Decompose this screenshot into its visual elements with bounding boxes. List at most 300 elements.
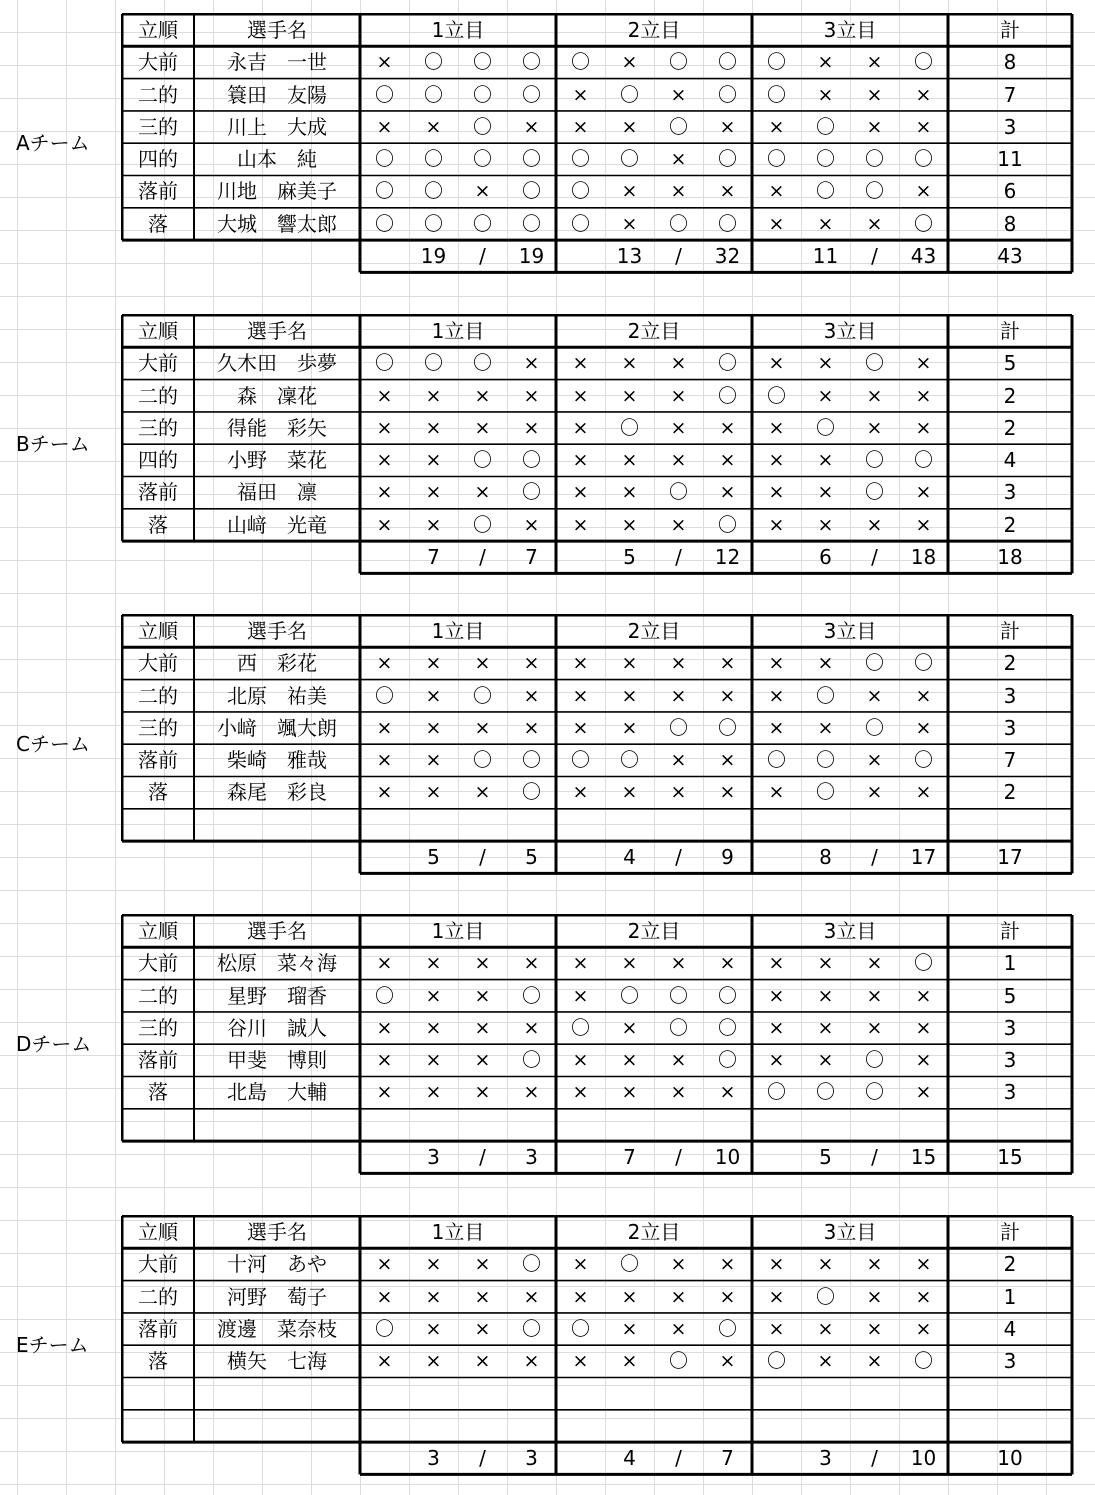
player-total[interactable]: 3 <box>1003 1015 1017 1040</box>
summary-empty[interactable] <box>122 1141 194 1173</box>
shot-mark[interactable]: × <box>670 1253 687 1276</box>
shot-mark[interactable]: 〇 <box>570 1016 590 1039</box>
shot-mark[interactable]: × <box>474 781 491 804</box>
header-total[interactable]: 計 <box>1000 619 1020 643</box>
shot-mark[interactable]: × <box>817 212 834 235</box>
summary-empty[interactable] <box>360 841 409 873</box>
shot-mark[interactable]: × <box>768 513 785 536</box>
player-name[interactable]: 松原 菜々海 <box>217 951 337 976</box>
shot-mark[interactable] <box>801 1109 850 1141</box>
shot-mark[interactable]: × <box>866 1016 883 1039</box>
header-round-3[interactable]: 3立目 <box>823 18 877 42</box>
player-name[interactable]: 渡邊 菜奈枝 <box>217 1316 337 1341</box>
shot-mark[interactable]: × <box>866 781 883 804</box>
shot-mark[interactable]: 〇 <box>472 449 492 472</box>
player-total[interactable]: 3 <box>1003 1048 1017 1073</box>
shot-mark[interactable]: × <box>768 652 785 675</box>
shot-mark[interactable]: × <box>621 1317 638 1340</box>
shot-mark[interactable]: 〇 <box>521 449 541 472</box>
shot-mark[interactable]: 〇 <box>864 148 884 171</box>
header-round-1[interactable]: 1立目 <box>431 319 485 343</box>
round-2-slash[interactable]: / <box>675 545 682 570</box>
player-name[interactable]: 久木田 歩夢 <box>217 351 337 376</box>
team-total[interactable]: 18 <box>997 545 1023 570</box>
player-name[interactable] <box>194 1377 360 1409</box>
shot-mark[interactable]: × <box>866 984 883 1007</box>
shot-mark[interactable]: 〇 <box>570 51 590 74</box>
shot-mark[interactable]: × <box>915 1049 932 1072</box>
shot-mark[interactable]: × <box>768 1049 785 1072</box>
shot-mark[interactable]: × <box>670 1049 687 1072</box>
shot-mark[interactable]: 〇 <box>472 115 492 138</box>
shot-mark[interactable]: 〇 <box>815 684 835 707</box>
shot-mark[interactable]: 〇 <box>717 148 737 171</box>
round-3-cumulative[interactable]: 15 <box>910 1145 937 1170</box>
shot-mark[interactable]: × <box>621 1016 638 1039</box>
player-total[interactable]: 3 <box>1003 114 1017 139</box>
shot-mark[interactable]: 〇 <box>717 513 737 536</box>
shot-mark[interactable]: × <box>474 1016 491 1039</box>
player-total[interactable]: 3 <box>1003 1080 1017 1105</box>
shot-mark[interactable]: × <box>866 115 883 138</box>
shot-mark[interactable]: × <box>425 652 442 675</box>
shot-mark[interactable]: × <box>817 652 834 675</box>
round-3-hits[interactable]: 6 <box>819 545 832 570</box>
shot-mark[interactable] <box>360 1377 409 1409</box>
shot-mark[interactable]: 〇 <box>864 1081 884 1104</box>
shot-mark[interactable]: × <box>572 352 589 375</box>
shot-mark[interactable]: × <box>670 180 687 203</box>
player-position[interactable]: 落 <box>148 1349 168 1374</box>
shot-mark[interactable]: × <box>572 1081 589 1104</box>
player-name[interactable]: 森尾 彩良 <box>227 780 327 805</box>
shot-mark[interactable]: 〇 <box>521 749 541 772</box>
round-1-cumulative[interactable]: 19 <box>518 244 545 269</box>
player-name[interactable]: 西 彩花 <box>237 651 317 676</box>
shot-mark[interactable]: × <box>425 384 442 407</box>
player-position[interactable]: 大前 <box>138 351 178 376</box>
shot-mark[interactable]: × <box>572 115 589 138</box>
shot-mark[interactable]: × <box>523 352 540 375</box>
shot-mark[interactable]: 〇 <box>864 716 884 739</box>
shot-mark[interactable]: × <box>719 684 736 707</box>
shot-mark[interactable]: 〇 <box>521 1317 541 1340</box>
shot-mark[interactable]: × <box>572 984 589 1007</box>
shot-mark[interactable]: × <box>621 384 638 407</box>
shot-mark[interactable]: × <box>719 115 736 138</box>
shot-mark[interactable]: 〇 <box>864 180 884 203</box>
shot-mark[interactable] <box>801 1410 850 1442</box>
shot-mark[interactable]: × <box>768 449 785 472</box>
player-position[interactable]: 落前 <box>138 1316 178 1341</box>
shot-mark[interactable] <box>752 1377 801 1409</box>
shot-mark[interactable]: × <box>817 716 834 739</box>
shot-mark[interactable]: × <box>376 716 393 739</box>
shot-mark[interactable]: × <box>425 749 442 772</box>
shot-mark[interactable]: × <box>425 481 442 504</box>
shot-mark[interactable]: 〇 <box>864 449 884 472</box>
shot-mark[interactable]: 〇 <box>619 416 639 439</box>
shot-mark[interactable]: × <box>817 1253 834 1276</box>
shot-mark[interactable]: 〇 <box>913 652 933 675</box>
player-position[interactable]: 落 <box>148 780 168 805</box>
header-round-3[interactable]: 3立目 <box>823 619 877 643</box>
shot-mark[interactable]: × <box>621 352 638 375</box>
player-total[interactable]: 2 <box>1003 512 1017 537</box>
shot-mark[interactable]: 〇 <box>864 481 884 504</box>
shot-mark[interactable]: × <box>768 952 785 975</box>
shot-mark[interactable]: × <box>719 1081 736 1104</box>
player-name[interactable]: 北原 祐美 <box>227 683 327 708</box>
round-3-slash[interactable]: / <box>871 545 878 570</box>
shot-mark[interactable]: × <box>376 652 393 675</box>
player-position[interactable]: 三的 <box>138 1015 178 1040</box>
shot-mark[interactable]: × <box>621 1350 638 1373</box>
shot-mark[interactable]: × <box>719 749 736 772</box>
shot-mark[interactable]: × <box>670 749 687 772</box>
round-3-hits[interactable]: 8 <box>819 845 832 870</box>
shot-mark[interactable]: × <box>768 1317 785 1340</box>
shot-mark[interactable]: × <box>621 513 638 536</box>
shot-mark[interactable]: × <box>572 449 589 472</box>
round-1-cumulative[interactable]: 3 <box>525 1145 538 1170</box>
shot-mark[interactable]: 〇 <box>815 781 835 804</box>
shot-mark[interactable]: 〇 <box>472 352 492 375</box>
shot-mark[interactable]: × <box>817 481 834 504</box>
summary-empty[interactable] <box>360 541 409 573</box>
player-name[interactable] <box>194 1109 360 1141</box>
shot-mark[interactable]: × <box>474 1081 491 1104</box>
player-position[interactable] <box>122 809 194 841</box>
shot-mark[interactable]: × <box>621 716 638 739</box>
shot-mark[interactable]: × <box>719 180 736 203</box>
player-name[interactable]: 山本 純 <box>237 147 317 172</box>
round-2-cumulative[interactable]: 12 <box>714 545 741 570</box>
shot-mark[interactable]: × <box>866 1350 883 1373</box>
shot-mark[interactable] <box>654 1410 703 1442</box>
shot-mark[interactable]: × <box>425 1081 442 1104</box>
shot-mark[interactable]: × <box>866 684 883 707</box>
header-round-3[interactable]: 3立目 <box>823 1220 877 1244</box>
shot-mark[interactable]: × <box>817 513 834 536</box>
shot-mark[interactable]: × <box>915 83 932 106</box>
shot-mark[interactable]: 〇 <box>423 180 443 203</box>
shot-mark[interactable] <box>605 1410 654 1442</box>
player-total[interactable]: 8 <box>1003 211 1017 236</box>
shot-mark[interactable]: × <box>670 352 687 375</box>
shot-mark[interactable]: 〇 <box>521 481 541 504</box>
summary-empty[interactable] <box>122 841 194 873</box>
round-1-slash[interactable]: / <box>479 244 486 269</box>
player-name[interactable]: 簑田 友陽 <box>227 82 327 107</box>
shot-mark[interactable]: 〇 <box>913 212 933 235</box>
shot-mark[interactable]: × <box>915 180 932 203</box>
shot-mark[interactable] <box>899 1377 948 1409</box>
shot-mark[interactable]: × <box>915 1016 932 1039</box>
shot-mark[interactable]: × <box>817 384 834 407</box>
shot-mark[interactable]: × <box>621 115 638 138</box>
shot-mark[interactable]: 〇 <box>717 51 737 74</box>
player-position[interactable] <box>122 1377 194 1409</box>
player-position[interactable]: 落前 <box>138 748 178 773</box>
shot-mark[interactable]: × <box>768 684 785 707</box>
shot-mark[interactable]: × <box>817 952 834 975</box>
shot-mark[interactable]: × <box>425 952 442 975</box>
shot-mark[interactable] <box>556 1410 605 1442</box>
player-name[interactable]: 永吉 一世 <box>227 50 327 75</box>
shot-mark[interactable]: × <box>376 1049 393 1072</box>
round-3-cumulative[interactable]: 18 <box>910 545 937 570</box>
shot-mark[interactable]: 〇 <box>521 781 541 804</box>
shot-mark[interactable]: × <box>817 1016 834 1039</box>
player-name[interactable]: 十河 あや <box>227 1252 327 1277</box>
summary-empty[interactable] <box>752 541 801 573</box>
shot-mark[interactable] <box>752 1109 801 1141</box>
player-position[interactable]: 大前 <box>138 651 178 676</box>
shot-mark[interactable]: × <box>719 781 736 804</box>
shot-mark[interactable]: 〇 <box>521 1253 541 1276</box>
shot-mark[interactable]: × <box>376 115 393 138</box>
shot-mark[interactable]: × <box>817 984 834 1007</box>
shot-mark[interactable]: 〇 <box>815 148 835 171</box>
shot-mark[interactable]: × <box>866 513 883 536</box>
shot-mark[interactable]: × <box>376 1253 393 1276</box>
shot-mark[interactable]: × <box>572 1285 589 1308</box>
round-3-slash[interactable]: / <box>871 1145 878 1170</box>
shot-mark[interactable]: 〇 <box>717 1016 737 1039</box>
shot-mark[interactable]: × <box>621 1285 638 1308</box>
shot-mark[interactable]: × <box>474 1253 491 1276</box>
player-position[interactable]: 三的 <box>138 114 178 139</box>
shot-mark[interactable]: 〇 <box>766 749 786 772</box>
shot-mark[interactable]: 〇 <box>619 148 639 171</box>
shot-mark[interactable]: 〇 <box>668 984 688 1007</box>
shot-mark[interactable] <box>801 809 850 841</box>
shot-mark[interactable]: 〇 <box>570 180 590 203</box>
header-order[interactable]: 立順 <box>138 619 178 643</box>
shot-mark[interactable]: × <box>572 513 589 536</box>
shot-mark[interactable]: × <box>719 1253 736 1276</box>
shot-mark[interactable]: × <box>376 749 393 772</box>
summary-empty[interactable] <box>194 1141 360 1173</box>
shot-mark[interactable]: 〇 <box>668 1350 688 1373</box>
shot-mark[interactable]: × <box>474 1285 491 1308</box>
shot-mark[interactable]: 〇 <box>472 51 492 74</box>
player-total[interactable]: 8 <box>1003 50 1017 75</box>
shot-mark[interactable]: 〇 <box>619 1253 639 1276</box>
player-total[interactable]: 6 <box>1003 179 1017 204</box>
round-2-hits[interactable]: 13 <box>616 244 643 269</box>
shot-mark[interactable]: × <box>915 781 932 804</box>
shot-mark[interactable]: × <box>817 51 834 74</box>
shot-mark[interactable]: 〇 <box>619 749 639 772</box>
shot-mark[interactable]: 〇 <box>619 984 639 1007</box>
player-total[interactable]: 2 <box>1003 1252 1017 1277</box>
shot-mark[interactable]: 〇 <box>472 148 492 171</box>
shot-mark[interactable]: 〇 <box>815 1081 835 1104</box>
player-total[interactable]: 4 <box>1003 1316 1017 1341</box>
round-2-cumulative[interactable]: 7 <box>721 1446 734 1471</box>
shot-mark[interactable]: 〇 <box>668 481 688 504</box>
player-total[interactable] <box>948 1410 1072 1442</box>
shot-mark[interactable]: 〇 <box>423 212 443 235</box>
shot-mark[interactable]: 〇 <box>766 1081 786 1104</box>
round-2-slash[interactable]: / <box>675 1446 682 1471</box>
shot-mark[interactable]: 〇 <box>815 1285 835 1308</box>
shot-mark[interactable]: × <box>376 51 393 74</box>
header-total[interactable]: 計 <box>1000 1220 1020 1244</box>
shot-mark[interactable]: × <box>915 1317 932 1340</box>
shot-mark[interactable]: 〇 <box>374 984 394 1007</box>
player-total[interactable]: 4 <box>1003 448 1017 473</box>
round-1-hits[interactable]: 5 <box>427 845 440 870</box>
shot-mark[interactable]: × <box>572 1049 589 1072</box>
round-3-cumulative[interactable]: 10 <box>910 1446 937 1471</box>
shot-mark[interactable]: × <box>425 984 442 1007</box>
shot-mark[interactable]: × <box>425 1350 442 1373</box>
shot-mark[interactable]: × <box>866 212 883 235</box>
shot-mark[interactable]: × <box>425 513 442 536</box>
shot-mark[interactable] <box>605 1109 654 1141</box>
header-round-3[interactable]: 3立目 <box>823 319 877 343</box>
shot-mark[interactable]: × <box>719 481 736 504</box>
shot-mark[interactable]: × <box>768 781 785 804</box>
shot-mark[interactable]: 〇 <box>521 180 541 203</box>
shot-mark[interactable]: 〇 <box>521 148 541 171</box>
shot-mark[interactable]: 〇 <box>913 952 933 975</box>
shot-mark[interactable]: × <box>523 1350 540 1373</box>
shot-mark[interactable] <box>507 1377 556 1409</box>
shot-mark[interactable]: × <box>866 749 883 772</box>
shot-mark[interactable]: × <box>915 984 932 1007</box>
round-2-hits[interactable]: 4 <box>623 845 636 870</box>
header-total[interactable]: 計 <box>1000 319 1020 343</box>
shot-mark[interactable]: 〇 <box>864 352 884 375</box>
shot-mark[interactable]: 〇 <box>864 1049 884 1072</box>
shot-mark[interactable]: × <box>670 416 687 439</box>
shot-mark[interactable]: × <box>376 416 393 439</box>
shot-mark[interactable]: × <box>768 115 785 138</box>
summary-empty[interactable] <box>556 541 605 573</box>
shot-mark[interactable]: 〇 <box>570 749 590 772</box>
shot-mark[interactable]: 〇 <box>913 749 933 772</box>
player-total[interactable]: 11 <box>997 147 1023 172</box>
shot-mark[interactable]: 〇 <box>717 83 737 106</box>
header-total[interactable]: 計 <box>1000 919 1020 943</box>
shot-mark[interactable]: × <box>572 684 589 707</box>
shot-mark[interactable]: × <box>768 481 785 504</box>
shot-mark[interactable]: 〇 <box>521 212 541 235</box>
shot-mark[interactable] <box>458 1109 507 1141</box>
shot-mark[interactable]: × <box>915 684 932 707</box>
shot-mark[interactable]: × <box>572 652 589 675</box>
shot-mark[interactable]: 〇 <box>766 83 786 106</box>
shot-mark[interactable]: × <box>866 1285 883 1308</box>
shot-mark[interactable]: 〇 <box>913 148 933 171</box>
player-position[interactable]: 二的 <box>138 983 178 1008</box>
round-3-cumulative[interactable]: 43 <box>910 244 937 269</box>
shot-mark[interactable]: × <box>817 449 834 472</box>
shot-mark[interactable]: × <box>376 781 393 804</box>
player-total[interactable]: 3 <box>1003 480 1017 505</box>
shot-mark[interactable]: 〇 <box>374 148 394 171</box>
summary-empty[interactable] <box>360 1141 409 1173</box>
round-2-cumulative[interactable]: 32 <box>714 244 741 269</box>
shot-mark[interactable] <box>654 1377 703 1409</box>
shot-mark[interactable]: × <box>670 83 687 106</box>
round-1-cumulative[interactable]: 3 <box>525 1446 538 1471</box>
shot-mark[interactable]: × <box>474 416 491 439</box>
shot-mark[interactable]: 〇 <box>815 180 835 203</box>
player-total[interactable] <box>948 809 1072 841</box>
summary-empty[interactable] <box>194 541 360 573</box>
team-total[interactable]: 17 <box>997 845 1023 870</box>
shot-mark[interactable]: 〇 <box>619 83 639 106</box>
summary-empty[interactable] <box>194 240 360 272</box>
summary-empty[interactable] <box>752 240 801 272</box>
shot-mark[interactable]: × <box>425 1016 442 1039</box>
round-1-hits[interactable]: 3 <box>427 1446 440 1471</box>
shot-mark[interactable]: × <box>768 1253 785 1276</box>
shot-mark[interactable]: × <box>572 384 589 407</box>
shot-mark[interactable]: 〇 <box>668 716 688 739</box>
header-round-3[interactable]: 3立目 <box>823 919 877 943</box>
shot-mark[interactable] <box>654 809 703 841</box>
shot-mark[interactable]: × <box>719 652 736 675</box>
shot-mark[interactable]: × <box>572 1253 589 1276</box>
header-round-2[interactable]: 2立目 <box>627 919 681 943</box>
shot-mark[interactable] <box>850 1377 899 1409</box>
shot-mark[interactable]: × <box>523 684 540 707</box>
shot-mark[interactable]: × <box>572 952 589 975</box>
summary-empty[interactable] <box>360 1442 409 1474</box>
shot-mark[interactable]: × <box>768 984 785 1007</box>
player-name[interactable]: 得能 彩矢 <box>227 415 327 440</box>
shot-mark[interactable]: × <box>474 716 491 739</box>
header-order[interactable]: 立順 <box>138 319 178 343</box>
shot-mark[interactable]: × <box>768 1285 785 1308</box>
player-position[interactable]: 二的 <box>138 82 178 107</box>
round-2-slash[interactable]: / <box>675 845 682 870</box>
shot-mark[interactable]: 〇 <box>717 384 737 407</box>
shot-mark[interactable]: × <box>768 1016 785 1039</box>
shot-mark[interactable] <box>556 1377 605 1409</box>
shot-mark[interactable]: × <box>474 1049 491 1072</box>
summary-empty[interactable] <box>122 1442 194 1474</box>
player-total[interactable]: 1 <box>1003 1284 1017 1309</box>
shot-mark[interactable]: 〇 <box>423 51 443 74</box>
header-player[interactable]: 選手名 <box>247 1220 307 1244</box>
shot-mark[interactable]: × <box>523 952 540 975</box>
player-name[interactable]: 小野 菜花 <box>227 448 327 473</box>
round-1-hits[interactable]: 19 <box>420 244 447 269</box>
shot-mark[interactable]: 〇 <box>717 212 737 235</box>
shot-mark[interactable]: × <box>425 1317 442 1340</box>
shot-mark[interactable]: 〇 <box>472 83 492 106</box>
player-name[interactable]: 森 凜花 <box>237 383 317 408</box>
shot-mark[interactable]: × <box>768 416 785 439</box>
header-player[interactable]: 選手名 <box>247 319 307 343</box>
player-position[interactable]: 落 <box>148 211 168 236</box>
shot-mark[interactable]: × <box>915 352 932 375</box>
player-position[interactable]: 落前 <box>138 179 178 204</box>
shot-mark[interactable]: × <box>621 481 638 504</box>
shot-mark[interactable]: × <box>866 1317 883 1340</box>
header-player[interactable]: 選手名 <box>247 18 307 42</box>
shot-mark[interactable]: × <box>866 416 883 439</box>
shot-mark[interactable]: × <box>572 781 589 804</box>
shot-mark[interactable]: × <box>474 481 491 504</box>
